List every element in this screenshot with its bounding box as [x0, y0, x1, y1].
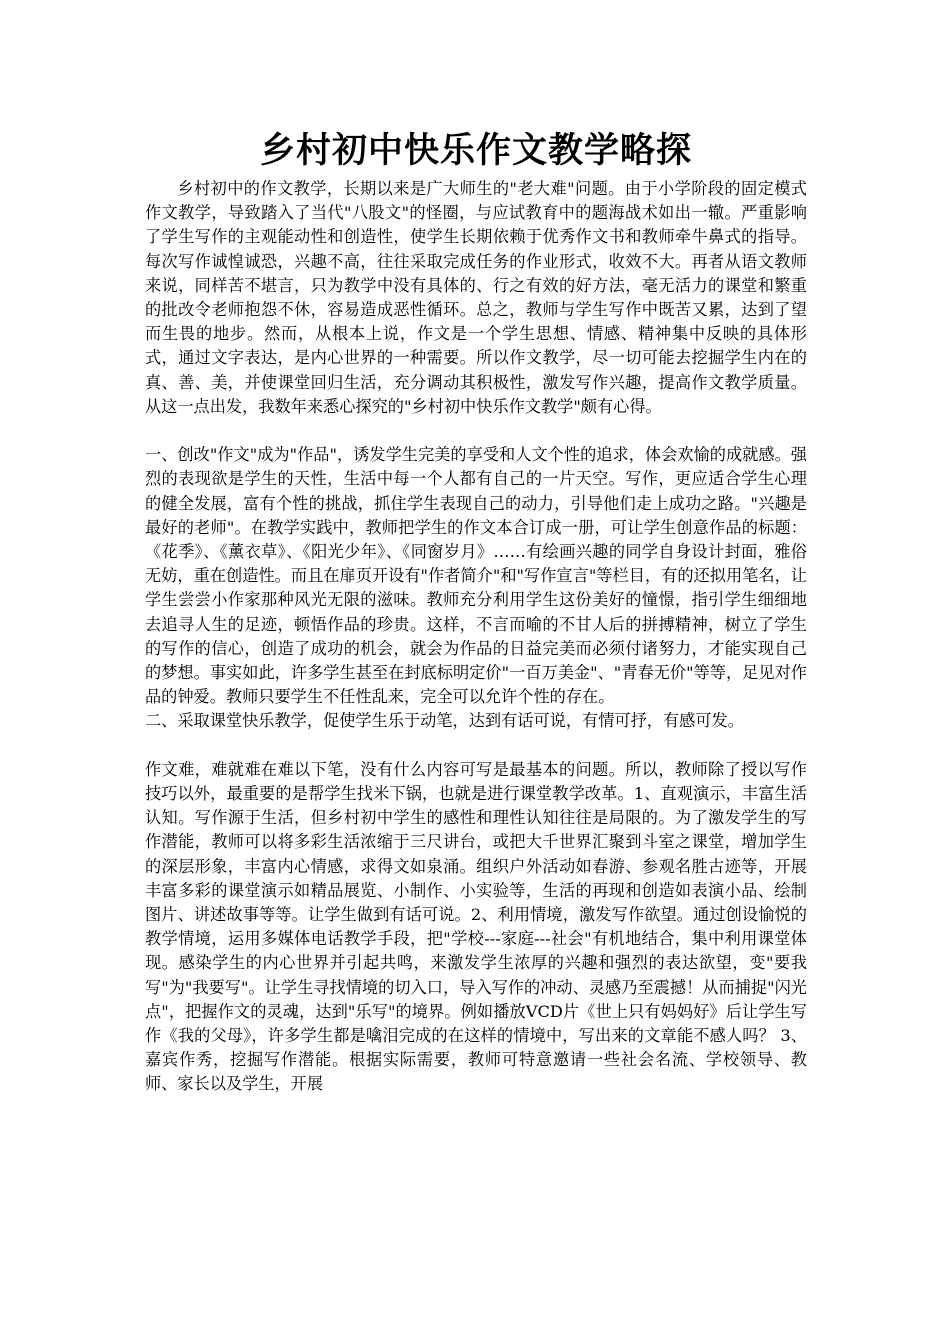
paragraph-section-one: 一、创改"作文"成为"作品"，诱发学生完美的享受和人文个性的追求，体会欢愉的成就感。强烈的表现欲是学生的天性，生活中每一个人都有自己的一片天空。写作，更应适合学生心理的健全发展，富有个性的挑战，抓住学生表现自己的动力，引导他们走上成功之路。"兴趣是最好的老师"。在教学实践中，教师把学生的作文本合订成一册，可让学生创意作品的标题：《花季》、《薰衣草》、《阳光少年》、《同窗岁月》……有绘画兴趣的同学自身设计封面，雅俗无妨，重在创造性。而且在扉页开设有"作者简介"和"写作宣言"等栏目，有的还拟用笔名，让学生尝尝小作家那种风光无限的滋味。教师充分利用学生这份美好的憧憬，指引学生细细地去追寻人生的足迹，顿悟作品的珍贵。这样，不言而喻的不甘人后的拼搏精神，树立了学生的写作的信心，创造了成功的机会，就会为作品的日益完美而必须付诸努力，才能实现自己的梦想。事实如此，许多学生甚至在封底标明定价"一百万美金"、"青春无价"等等，足见对作品的钟爱。教师只要学生不任性乱来，完全可以允许个性的存在。: [145, 445, 807, 707]
paragraph-section-two-body: 作文难，难就难在难以下笔，没有什么内容可写是最基本的问题。所以，教师除了授以写作技巧以外，最重要的是帮学生找米下锅，也就是进行课堂教学改革。1、直观演示，丰富生活认知。写作源于生活，但乡村初中学生的感性和理性认知往往是局限的。为了激发学生的写作潜能，教师可以将多彩生活浓缩于三尺讲台，或把大千世界汇聚到斗室之课堂，增加学生的深层形象，丰富内心情感，求得文如泉涌。组织户外活动如春游、参观名胜古迹等，开展丰富多彩的课堂演示如精品展览、小制作、小实验等，生活的再现和创造如表演小品、绘制图片、讲述故事等等。让学生做到有话可说。2、利用情境，激发写作欲望。通过创设愉悦的教学情境，运用多媒体电话教学手段，把"学校---家庭---社会"有机地结合，集中利用课堂体现。感染学生的内心世界并引起共鸣，来激发学生浓厚的兴趣和强烈的表达欲望，变"要我写"为"我要写"。让学生寻找情境的切入口，导入写作的冲动、灵感乃至震撼！从而捕捉"闪光点"，把握作文的灵魂，达到"乐写"的境界。例如播放VCD片《世上只有妈妈好》后让学生写作《我的父母》，许多学生都是噙泪完成的在这样的情境中，写出来的文章能不感人吗？ 3、嘉宾作秀，挖掘写作潜能。根据实际需要，教师可特意邀请一些社会名流、学校领导、教师、家长以及学生，开展: [145, 759, 807, 1094]
paragraph-spacer: [145, 419, 807, 443]
paragraph-intro: 乡村初中的作文教学，长期以来是广大师生的"老大难"问题。由于小学阶段的固定模式作文教学，导致踏入了当代"八股文"的怪圈，与应试教育中的题海战术如出一辙。严重影响了学生写作的主观能动性和创造性，使学生长期依赖于优秀作文书和教师牵牛鼻式的指导。每次写作诚惶诚恐，兴趣不高，往往采取完成任务的作业形式，收效不大。再者从语文教师来说，同样苦不堪言，只为教学中没有具体的、行之有效的好方法，毫无活力的课堂和繁重的批改令老师抱怨不休，容易造成恶性循环。总之，教师与学生写作中既苦又累，达到了望而生畏的地步。然而，从根本上说，作文是一个学生思想、情感、精神集中反映的具体形式，通过文字表达，是内心世界的一种需要。所以作文教学，尽一切可能去挖掘学生内在的真、善、美，并使课堂回归生活，充分调动其积极性，激发写作兴趣，提高作文教学质量。从这一点出发，我数年来悉心探究的"乡村初中快乐作文教学"颇有心得。: [145, 179, 807, 416]
document-page: [145, 126, 807, 1097]
paragraph-section-two-heading: 二、采取课堂快乐教学，促使学生乐于动笔，达到有话可说，有情可抒，有感可发。: [145, 711, 744, 731]
paragraph-spacer: [145, 734, 807, 758]
document-title: 乡村初中快乐作文教学略探: [259, 131, 692, 171]
